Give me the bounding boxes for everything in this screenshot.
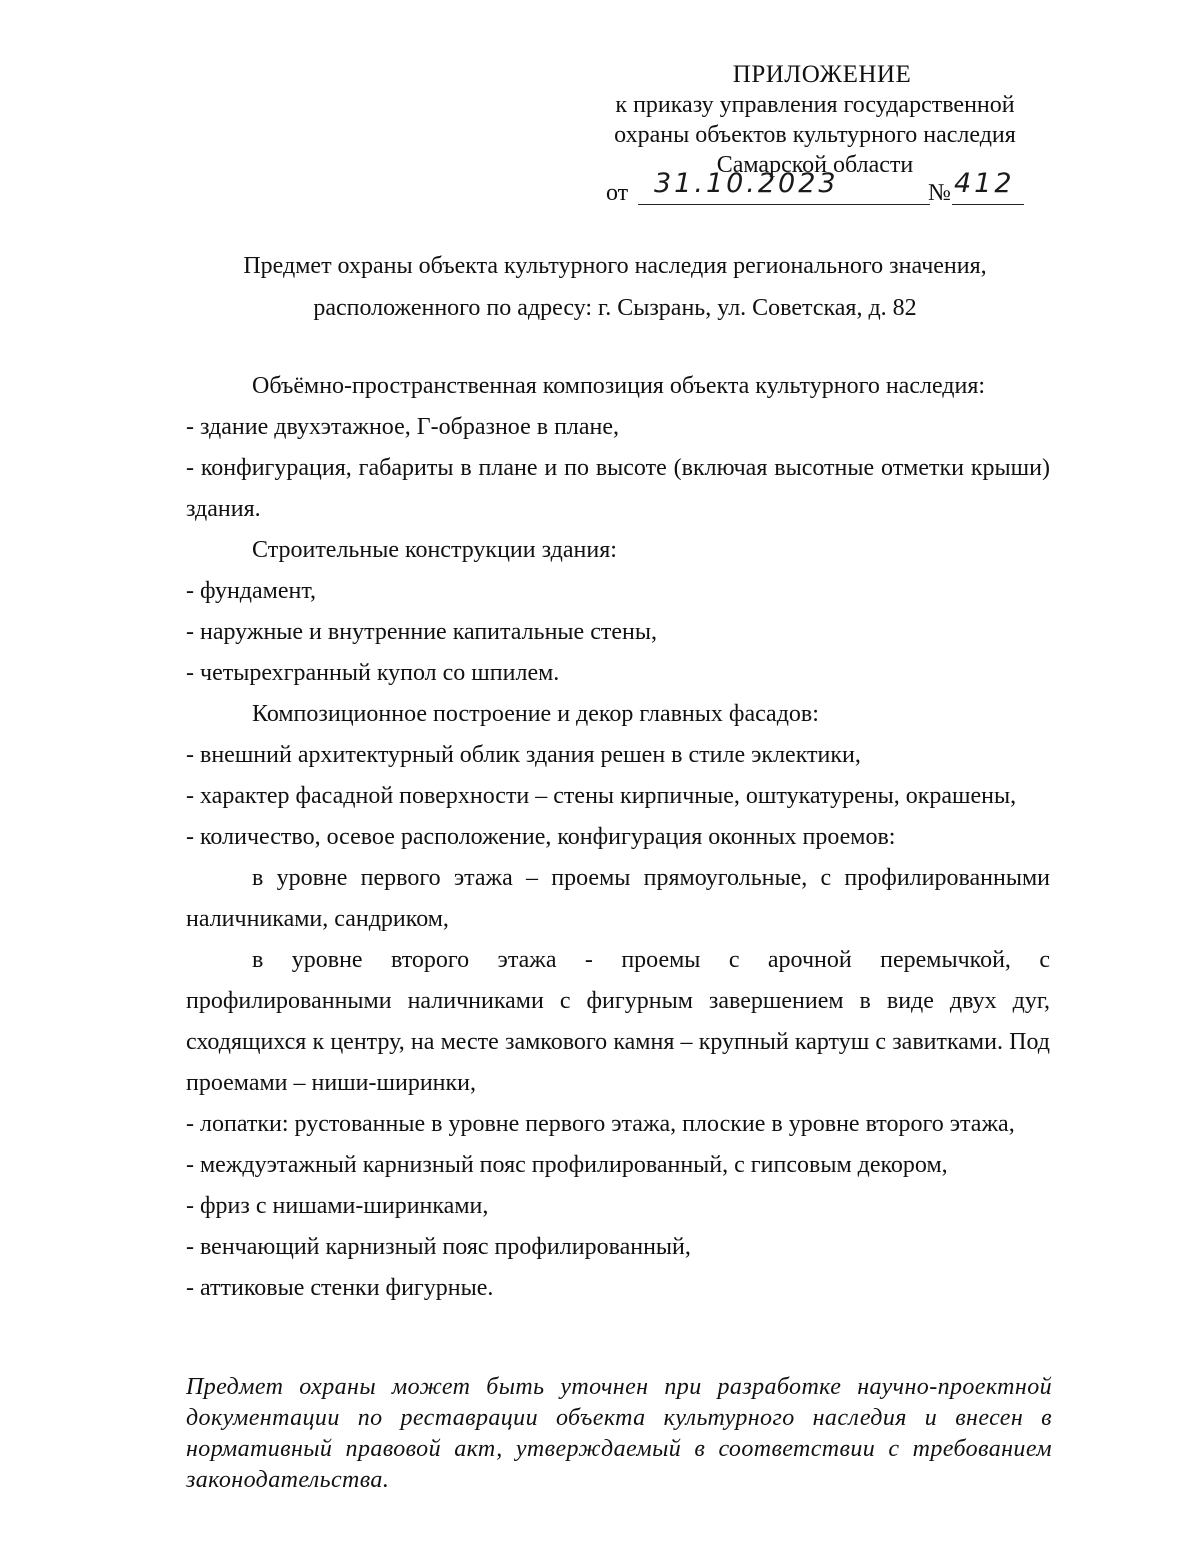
list-subitem: в уровне второго этажа - проемы с арочной перемычкой, с профилированными наличниками с фигурным завершением в виде двух дуг, сходящихся к центру, на месте замкового камня – крупный картуш с завитками. Под проемами – ниши-ширинки,: [186, 947, 1050, 1096]
order-reference-line: [606, 168, 1036, 208]
header-line-2: охраны объектов культурного наследия: [614, 122, 1016, 148]
list-item: - количество, осевое расположение, конфигурация оконных проемов:: [186, 824, 896, 850]
list-item: - лопатки: рустованные в уровне первого этажа, плоские в уровне второго этажа,: [186, 1111, 1015, 1137]
handwritten-number: 412: [954, 168, 1015, 199]
list-item: - фундамент,: [186, 578, 317, 604]
section-heading-volume: Объёмно-пространственная композиция объекта культурного наследия:: [252, 373, 986, 399]
section-heading-structures: Строительные конструкции здания:: [252, 537, 617, 563]
document-title-line-1: Предмет охраны объекта культурного наследия регионального значения,: [243, 253, 987, 279]
document-body: [186, 366, 1050, 1309]
from-label: от: [606, 180, 629, 206]
list-item: - внешний архитектурный облик здания решен в стиле эклектики,: [186, 742, 861, 768]
list-item: - конфигурация, габариты в плане и по высоте (включая высотные отметки крыши) здания.: [186, 455, 1050, 522]
list-item: - венчающий карнизный пояс профилированный,: [186, 1234, 691, 1260]
header-line-3: Самарской области: [716, 152, 914, 178]
appendix-title: ПРИЛОЖЕНИЕ: [732, 61, 912, 88]
order-number-field: [952, 168, 1024, 205]
list-item: - наружные и внутренние капитальные стены,: [186, 619, 657, 645]
list-item: - четырехгранный купол со шпилем.: [186, 660, 560, 686]
list-item: - фриз с нишами-ширинками,: [186, 1193, 489, 1219]
list-item: - аттиковые стенки фигурные.: [186, 1275, 494, 1301]
appendix-header: [590, 60, 1040, 180]
list-subitem: в уровне первого этажа – проемы прямоугольные, с профилированными наличниками, сандриком,: [186, 865, 1050, 932]
list-item: - характер фасадной поверхности – стены кирпичные, оштукатурены, окрашены,: [186, 783, 1017, 809]
header-line-1: к приказу управления государственной: [615, 92, 1015, 118]
number-label: №: [928, 180, 951, 206]
italic-note: Предмет охраны может быть уточнен при разработке научно-проектной документации по реставрации объекта культурного наследия и внесен в нормативный правовой акт, утверждаемый в соответствии с требованием законодательства.: [186, 1374, 1052, 1493]
list-item: - междуэтажный карнизный пояс профилированный, с гипсовым декором,: [186, 1152, 948, 1178]
list-item: - здание двухэтажное, Г-образное в плане,: [186, 414, 620, 440]
handwritten-date: 31.10.2023: [654, 168, 839, 199]
document-title: [180, 245, 1050, 329]
section-heading-facades: Композиционное построение и декор главных фасадов:: [252, 701, 819, 727]
order-date-field: [638, 168, 930, 205]
document-title-line-2: расположенного по адресу: г. Сызрань, ул. Советская, д. 82: [313, 295, 917, 321]
